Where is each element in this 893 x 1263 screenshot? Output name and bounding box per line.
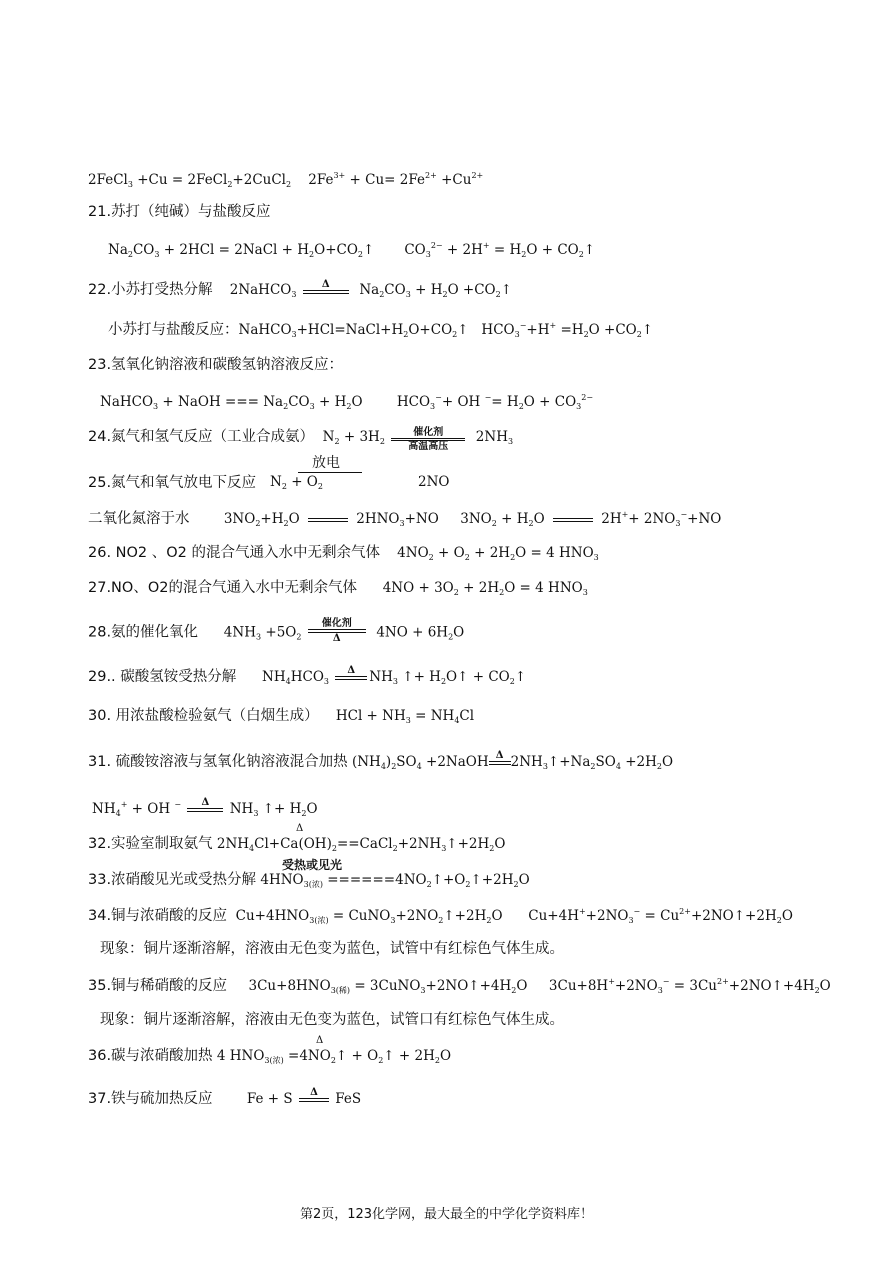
item-37-title: 37.铁与硫加热反应 <box>88 1091 213 1107</box>
item-30-line: 30. 用浓盐酸检验氨气（白烟生成） HCl + $NH_3 = NH_4Cl$ <box>88 708 475 725</box>
item-27-line: 27.NO、O2的混合气通入水中无剩余气体 $4NO + 3O_2 + 2H_2O = 4$ $HNO_3$ <box>88 580 588 597</box>
item-30-title: 30. 用浓盐酸检验氨气（白烟生成） <box>88 708 319 724</box>
item-37-line: 37.铁与硫加热反应 Fe + S Δ FeS <box>88 1087 362 1107</box>
item-22-subline: 小苏打与盐酸反应：$NaHCO_3+HCl=NaCl+H_2O+CO_2↑$ $HCO_3^-+H^+ =H_2O$ $+CO_2↑$ <box>108 321 654 339</box>
light-heat-condition: 受热或见光 <box>282 858 343 872</box>
heat-condition-29: Δ <box>333 665 369 680</box>
catalyst-condition: 催化剂 高温高压 <box>389 427 467 452</box>
item-35-line: 35.铜与稀硝酸的反应 $3Cu+8HNO_{3(稀)}$ = $3CuNO_3+2NO↑+4H_2O$ $3Cu+8H^++2NO_3^-$ = $3Cu^{2+}+2NO↑+4H_2O$ <box>88 977 831 995</box>
heat-triangle-36: Δ <box>316 1035 324 1046</box>
page-footer: 第2页，123化学网，最大最全的中学化学资料库！ <box>299 1207 594 1222</box>
item-21-equation: $Na_2CO_3 + 2HCl$ = 2NaCl + $H_2O+CO_2↑$ $CO_3^{2-} + 2H^+ = H_2O$ + $CO_2↑$ <box>108 241 596 259</box>
item-29-title: 29.. 碳酸氢铵受热分解 <box>88 669 237 685</box>
item-34-title: 34.铜与浓硝酸的反应 <box>88 908 228 924</box>
item-36-line: 36.碳与浓硝酸加热 4 $HNO_{3(浓)}$ $=4NO_2↑$ + $O_2↑ + 2H_2O$ <box>88 1048 452 1065</box>
item-28-title: 28.氨的催化氧化 <box>88 624 199 641</box>
item-32-line: 32.实验室制取氨气 $2NH_4Cl+Ca(OH)_2==CaCl_2+2NH_3↑+2H_2O$ <box>88 836 506 853</box>
item-26-title: 26. NO2 、O2 的混合气通入水中无剩余气体 <box>88 545 381 561</box>
item-35-title: 35.铜与稀硝酸的反应 <box>88 978 228 994</box>
item-22-title: 22.小苏打受热分解 <box>88 282 213 298</box>
item-27-title: 27.NO、O2的混合气通入水中无剩余气体 <box>88 580 357 596</box>
item-34-line: 34.铜与浓硝酸的反应 $Cu+4HNO_{3(浓)}$ = $CuNO_3+2NO_2↑+2H_2O$ $Cu+4H^++2NO_3^-$ = $Cu^{2+}+2NO↑+2H_2O$ <box>88 907 793 925</box>
item-25-equation: $N_2 + O_2$ <box>270 474 323 491</box>
catalyst-heat-condition: 催化剂 Δ <box>306 618 368 644</box>
item-22-line: 22.小苏打受热分解 2NaHCO$_3$ Δ $Na_2CO_3 + H_2O$ $+CO_2↑$ <box>88 279 513 299</box>
heat-condition-31b: Δ <box>185 797 225 812</box>
item-21-title: 21.苏打（纯碱）与盐酸反应 <box>88 204 271 220</box>
item-29-line: 29.. 碳酸氢铵受热分解 $NH_4HCO_3$ Δ $NH_3$ ↑+ $H_2O↑$ + $CO_2↑$ <box>88 665 527 686</box>
item-33-line: 33.浓硝酸见光或受热分解 $4HNO_{3(浓)}$ $======4NO_2↑+O_2↑+2H_2O$ <box>88 872 530 889</box>
no2-water-title: 二氧化氮溶于水 <box>88 511 190 527</box>
discharge-condition: 放电 <box>312 455 340 471</box>
item-34-phenomenon: 现象：铜片逐渐溶解，溶液由无色变为蓝色，试管中有红棕色气体生成。 <box>100 941 564 957</box>
item-31-ionic: $NH_4^+$ + OH − Δ $NH_3$ ↑+ $H_2O$ <box>92 797 318 818</box>
item-31-title: 31. 硫酸铵溶液与氢氧化钠溶液混合加热 <box>88 754 348 770</box>
item-36-title: 36.碳与浓硝酸加热 <box>88 1048 213 1064</box>
item-25-product: 2NO <box>418 474 450 490</box>
item-33-title: 33.浓硝酸见光或受热分解 <box>88 872 257 888</box>
heat-condition-31: Δ <box>489 750 511 765</box>
heat-triangle-32: Δ <box>296 823 304 834</box>
item-25-title: 25.氮气和氧气放电下反应 <box>88 475 257 491</box>
item-26-line: 26. NO2 、O2 的混合气通入水中无剩余气体 $4NO_2 + O_2 + 2H_2O = 4$ $HNO_3$ <box>88 545 599 562</box>
item-32-title: 32.实验室制取氨气 <box>88 836 213 852</box>
heat-condition: Δ <box>301 279 351 294</box>
heat-condition-37: Δ <box>297 1087 331 1102</box>
item-23-equation: NaHCO$_3$ + NaOH === $Na_2CO_3 + H_2O$ $HCO_3^-+$ OH $^-= H_2O + CO_3^{2-}$ <box>100 393 594 411</box>
item-24-title: 24.氮气和氢气反应（工业合成氨） <box>88 429 315 445</box>
equation-line-1: 2FeCl$_3$ +Cu = 2FeCl$_2$+2CuCl$_2$ $2Fe^{3+} + Cu= 2Fe^{2+} +Cu^{2+}$ <box>88 171 484 189</box>
item-24-line: 24.氮气和氢气反应（工业合成氨） $N_2 + 3H_2$ 催化剂 高温高压 $2NH_3$ <box>88 427 514 452</box>
no2-water-line: 二氧化氮溶于水 $3NO_2+H_2O$ $2HNO_3+NO$ $3NO_2 + H_2O$ $2H^++ 2NO_3^-+NO$ <box>88 510 722 528</box>
item-35-phenomenon: 现象：铜片逐渐溶解，溶液由无色变为蓝色，试管口有红棕色气体生成。 <box>100 1012 564 1028</box>
item-31-line: 31. 硫酸铵溶液与氢氧化钠溶液混合加热 $(NH_4)_2SO_4$ +2NaOH Δ $2NH_3↑+Na_2SO_4 +2H_2O$ <box>88 750 674 771</box>
item-25-line <box>88 455 388 472</box>
discharge-bar <box>298 472 362 473</box>
item-23-title: 23.氢氧化钠溶液和碳酸氢钠溶液反应： <box>88 357 344 373</box>
item-28-line: 28.氨的催化氧化 $4NH_3 +5O_2$ 催化剂 Δ $4NO + 6H_2O$ <box>88 618 465 644</box>
